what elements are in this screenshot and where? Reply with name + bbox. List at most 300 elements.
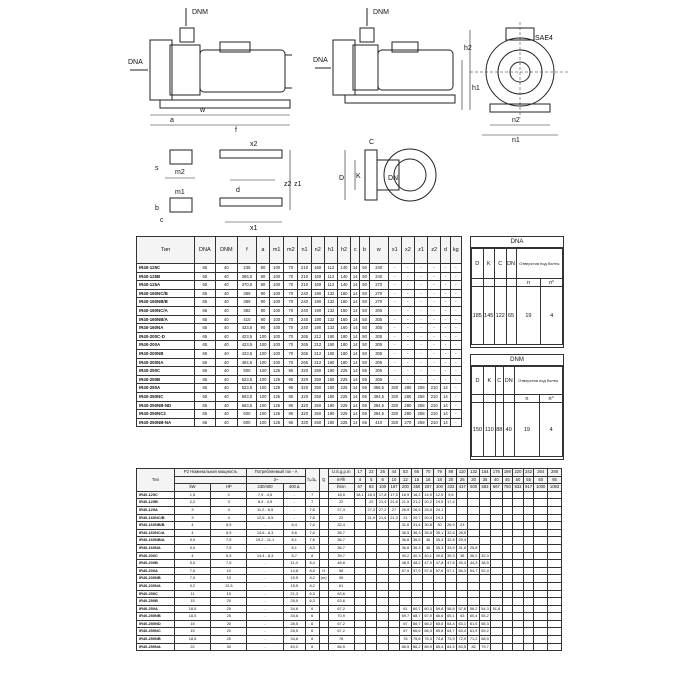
- perf-value-cell: 9,2: [174, 582, 210, 590]
- dim-value-cell: 125: [270, 401, 284, 410]
- head-value-cell: [491, 613, 502, 621]
- table-row: [137, 499, 562, 507]
- model-name-cell: IR40-125C: [137, 491, 175, 499]
- dim-value-cell: 70: [284, 315, 298, 324]
- head-value-cell: [388, 590, 399, 598]
- perf-value-cell: -: [247, 544, 283, 552]
- dnm-col-d: D: [472, 367, 484, 395]
- dim-value-cell: -: [401, 315, 414, 324]
- head-value-cell: 65,6: [434, 620, 445, 628]
- blank-cell: [534, 620, 548, 628]
- head-value-cell: [513, 506, 524, 514]
- head-value-cell: [479, 514, 490, 522]
- dim-value-cell: -: [441, 264, 450, 273]
- head-value-cell: [400, 598, 411, 606]
- model-name-cell: IR40-250NB-ND: [137, 401, 195, 410]
- label-dna-2: DNA: [313, 57, 328, 64]
- head-value-cell: [377, 605, 388, 613]
- blank-cell: [534, 582, 548, 590]
- dim-value-cell: -: [450, 341, 461, 350]
- dim-value-cell: -: [414, 358, 427, 367]
- head-value-cell: 31,6: [400, 522, 411, 530]
- dim-value-cell: 320: [388, 392, 401, 401]
- head-value-cell: [513, 620, 524, 628]
- head-value-cell: 64,4: [445, 620, 456, 628]
- head-value-cell: 22: [366, 499, 377, 507]
- head-value-cell: 79,7: [479, 643, 490, 651]
- perf-col-v230: 230/400: [247, 484, 283, 492]
- blank-cell: [534, 506, 548, 514]
- dim-value-cell: 100: [256, 401, 269, 410]
- dnm-val-deg: 4: [540, 403, 563, 457]
- perf-value-cell: 19,2 - 11,1: [247, 537, 283, 545]
- dim-value-cell: 180: [337, 349, 350, 358]
- dim-value-cell: 65: [194, 281, 215, 290]
- q-value-cell: 12: [400, 476, 411, 484]
- head-value-cell: [502, 613, 513, 621]
- label-n2: n2: [512, 117, 520, 124]
- dim-value-cell: 70: [284, 332, 298, 341]
- dim-value-cell: -: [428, 289, 441, 298]
- head-value-cell: 40,3: [411, 552, 422, 560]
- blank-cell: [523, 598, 534, 606]
- head-value-cell: [400, 590, 411, 598]
- dim-value-cell: 394,5: [369, 392, 388, 401]
- dim-value-cell: -: [414, 264, 427, 273]
- dim-value-cell: 95: [284, 384, 298, 393]
- head-value-cell: [354, 590, 365, 598]
- perf-value-cell: 20: [211, 628, 247, 636]
- dnm-flange-table: [470, 354, 564, 460]
- head-value-cell: 60,7: [411, 605, 422, 613]
- label-dnm-2: DNM: [373, 9, 389, 16]
- perf-header-row: [137, 476, 562, 484]
- dnm-sub-n: n: [514, 395, 540, 403]
- dim-value-cell: 160: [337, 324, 350, 333]
- perf-value-cell: 6: [305, 620, 319, 628]
- dim-value-cell: -: [450, 306, 461, 315]
- blank-cell: [523, 620, 534, 628]
- head-value-cell: 19,5: [434, 499, 445, 507]
- perf-value-cell: 34,6: [283, 636, 305, 644]
- dim-value-cell: 50: [360, 349, 369, 358]
- head-value-cell: [491, 598, 502, 606]
- dim-value-cell: -: [414, 272, 427, 281]
- h-axis-cell: [319, 643, 328, 651]
- dim-value-cell: 160: [337, 306, 350, 315]
- model-name-cell: IR40-200NA: [137, 358, 195, 367]
- perf-value-cell: 20: [211, 598, 247, 606]
- dim-value-cell: 100: [270, 358, 284, 367]
- q-value-cell: 67: [354, 484, 365, 492]
- h-axis-cell: [319, 605, 328, 613]
- dim-value-cell: 90: [256, 289, 269, 298]
- q-value-cell: 44: [388, 469, 399, 477]
- dim-value-cell: 305: [369, 315, 388, 324]
- dim-value-cell: -: [450, 367, 461, 376]
- q-value-cell: 264: [534, 469, 548, 477]
- h-axis-cell: H: [319, 567, 328, 575]
- dim-value-cell: 65: [360, 410, 369, 419]
- label-h2: h2: [464, 45, 472, 52]
- perf-col-kw: kW: [174, 484, 210, 492]
- head-value-cell: [468, 582, 479, 590]
- dim-value-cell: 95: [284, 375, 298, 384]
- head-value-cell: 57,9: [400, 567, 411, 575]
- blank-cell: [548, 552, 562, 560]
- q-value-cell: 25: [457, 476, 468, 484]
- dim-value-cell: -: [414, 367, 427, 376]
- head-value-cell: [457, 590, 468, 598]
- head-value-cell: 36,3: [411, 529, 422, 537]
- perf-value-cell: 8,2: [305, 575, 319, 583]
- dim-value-cell: -: [388, 281, 401, 290]
- dim-value-cell: 95: [284, 418, 298, 427]
- perf-value-cell: 15: [211, 590, 247, 598]
- perf-value-cell: 6: [305, 605, 319, 613]
- table-row: [137, 281, 462, 290]
- dim-value-cell: 40: [215, 418, 237, 427]
- dim-value-cell: 50: [360, 289, 369, 298]
- dim-value-cell: 210: [298, 264, 311, 273]
- performance-table: [136, 468, 562, 651]
- dim-header-cell: h2: [337, 237, 350, 264]
- q-value-cell: 35: [479, 476, 490, 484]
- head-value-cell: 17,5: [388, 491, 399, 499]
- q-value-cell: 30: [468, 476, 479, 484]
- head-value-cell: [445, 514, 456, 522]
- head-value-cell: 30: [434, 522, 445, 530]
- dim-value-cell: 190: [311, 298, 324, 307]
- h-axis-cell: [319, 613, 328, 621]
- blank-cell: [523, 575, 534, 583]
- table-row: [137, 522, 562, 530]
- q-value-cell: 154: [479, 469, 490, 477]
- head-value-cell: [354, 582, 365, 590]
- blank-cell: [523, 643, 534, 651]
- head-value-cell: 54,3: [479, 605, 490, 613]
- blank-cell: [534, 636, 548, 644]
- head-value-cell: [491, 499, 502, 507]
- dim-value-cell: -: [450, 332, 461, 341]
- model-name-cell: IR40-200NA: [137, 582, 175, 590]
- perf-value-cell: 34,6: [283, 605, 305, 613]
- perf-value-cell: 1,5: [174, 491, 210, 499]
- dim-value-cell: 100: [270, 324, 284, 333]
- head-value-cell: 65,8: [434, 628, 445, 636]
- dim-value-cell: 65: [194, 306, 215, 315]
- head-value-cell: [513, 628, 524, 636]
- dim-value-cell: -: [450, 418, 461, 427]
- dim-value-cell: 14: [351, 289, 360, 298]
- perf-value-cell: 18,5: [174, 613, 210, 621]
- dim-value-cell: 65: [194, 358, 215, 367]
- label-m1: m1: [175, 189, 185, 196]
- head-value-cell: [366, 613, 377, 621]
- dim-value-cell: 14: [351, 418, 360, 427]
- head-value-cell: [377, 522, 388, 530]
- head-value-cell: [513, 582, 524, 590]
- head-value-cell: [513, 598, 524, 606]
- head-value-cell: 36,2: [468, 552, 479, 560]
- dim-value-cell: -: [441, 367, 450, 376]
- dim-value-cell: 14: [351, 298, 360, 307]
- label-z2: z2: [284, 181, 292, 188]
- q-value-cell: 100: [377, 484, 388, 492]
- head-value-cell: 61,5: [468, 620, 479, 628]
- blank-cell: [548, 636, 562, 644]
- dim-value-cell: 65: [194, 272, 215, 281]
- dim-value-cell: -: [401, 281, 414, 290]
- head-value-cell: [445, 598, 456, 606]
- dim-value-cell: 70: [284, 341, 298, 350]
- label-k: K: [356, 173, 361, 180]
- model-name-cell: IR40-125B: [137, 499, 175, 507]
- head-value-cell: 26,9: [400, 506, 411, 514]
- dim-value-cell: 65: [194, 401, 215, 410]
- dim-value-cell: 210: [298, 281, 311, 290]
- dim-value-cell: 270: [369, 281, 388, 290]
- dim-value-cell: 394,5: [369, 410, 388, 419]
- q-value-cell: 65: [548, 476, 562, 484]
- dim-value-cell: 265: [298, 349, 311, 358]
- head-value-cell: 83,5: [457, 643, 468, 651]
- blank-cell: [534, 598, 548, 606]
- head-value-cell: 56,2: [468, 605, 479, 613]
- q-value-cell: 242: [523, 469, 534, 477]
- head-value-cell: [479, 506, 490, 514]
- head-value-cell: 63: [457, 613, 468, 621]
- head-value-cell: [377, 582, 388, 590]
- dim-value-cell: 180: [324, 410, 337, 419]
- head-value-cell: [366, 552, 377, 560]
- model-name-cell: IR40-200C: [137, 552, 175, 560]
- head-value-cell: [411, 590, 422, 598]
- q-value-cell: 750: [502, 484, 513, 492]
- dim-value-cell: 423,5: [237, 349, 256, 358]
- head-value-cell: [457, 514, 468, 522]
- dnm-val-n: 19: [514, 403, 540, 457]
- dim-value-cell: 240: [369, 272, 388, 281]
- dim-value-cell: 140: [337, 272, 350, 281]
- h-axis-cell: [319, 636, 328, 644]
- head-value-cell: [377, 537, 388, 545]
- label-cc: C: [369, 139, 375, 146]
- dimension-table-header: [137, 237, 462, 264]
- dim-value-cell: 270: [369, 298, 388, 307]
- dim-value-cell: 65: [360, 375, 369, 384]
- perf-value-cell: 12,9 - 6,5: [247, 514, 283, 522]
- perf-value-cell: 10: [211, 567, 247, 575]
- blank-cell: [548, 598, 562, 606]
- dim-value-cell: -: [441, 298, 450, 307]
- head-value-cell: 40,2: [400, 552, 411, 560]
- perf-value-cell: 7,5: [211, 537, 247, 545]
- dim-value-cell: 70: [284, 306, 298, 315]
- model-name-cell: IR40-125A: [137, 506, 175, 514]
- head-value-cell: [491, 575, 502, 583]
- head-value-cell: 67,9: [422, 613, 433, 621]
- head-value-cell: [491, 636, 502, 644]
- head-value-cell: 21,9: [366, 514, 377, 522]
- head-value-cell: [388, 575, 399, 583]
- head-value-cell: 32,6: [445, 529, 456, 537]
- table-row: [137, 636, 562, 644]
- dim-value-cell: 320: [298, 410, 311, 419]
- dim-value-cell: -: [450, 315, 461, 324]
- dim-value-cell: -: [414, 375, 427, 384]
- dim-value-cell: 70: [284, 349, 298, 358]
- head-value-cell: 33,9: [445, 544, 456, 552]
- table-row: [137, 514, 562, 522]
- dim-value-cell: 212: [311, 358, 324, 367]
- dim-value-cell: 40: [215, 324, 237, 333]
- head-value-cell: [479, 575, 490, 583]
- dim-value-cell: 70: [284, 272, 298, 281]
- blank-cell: [523, 537, 534, 545]
- blank-cell: [548, 499, 562, 507]
- dim-value-cell: -: [428, 264, 441, 273]
- head-value-cell: 18,5: [328, 491, 354, 499]
- table-row: [137, 643, 562, 651]
- perf-value-cell: 3: [211, 499, 247, 507]
- q-value-cell: 1083: [548, 484, 562, 492]
- head-value-cell: 58: [328, 567, 354, 575]
- dim-value-cell: 280: [401, 410, 414, 419]
- head-value-cell: 47,9: [422, 560, 433, 568]
- dim-value-cell: -: [450, 272, 461, 281]
- dim-value-cell: 225: [337, 392, 350, 401]
- head-value-cell: 57,8: [422, 567, 433, 575]
- blank-cell: [548, 514, 562, 522]
- dim-value-cell: -: [441, 289, 450, 298]
- dim-value-cell: 320: [388, 418, 401, 427]
- dim-value-cell: 180: [337, 332, 350, 341]
- head-value-cell: [400, 582, 411, 590]
- dim-value-cell: -: [401, 358, 414, 367]
- dim-value-cell: 250: [311, 401, 324, 410]
- head-value-cell: [377, 598, 388, 606]
- blank-cell: [534, 613, 548, 621]
- head-value-cell: 39,3: [445, 552, 456, 560]
- dim-value-cell: 160: [324, 358, 337, 367]
- dna-val-c: 122: [495, 287, 507, 345]
- dim-value-cell: 212: [311, 332, 324, 341]
- table-row: [137, 575, 562, 583]
- dim-value-cell: 40: [215, 281, 237, 290]
- perf-value-cell: 8,2: [305, 582, 319, 590]
- head-value-cell: 9,6: [445, 491, 456, 499]
- head-value-cell: [445, 575, 456, 583]
- head-value-cell: [434, 598, 445, 606]
- dim-value-cell: 65: [194, 349, 215, 358]
- dim-value-cell: 40: [215, 392, 237, 401]
- model-name-cell: IR40-125A: [137, 281, 195, 290]
- table-row: [137, 560, 562, 568]
- model-name-cell: IR40-160NC/A: [137, 306, 195, 315]
- head-value-cell: 74,8: [434, 636, 445, 644]
- head-value-cell: [502, 636, 513, 644]
- head-value-cell: 63,6: [328, 598, 354, 606]
- dnm-sub-deg: n°: [540, 395, 563, 403]
- head-value-cell: [502, 529, 513, 537]
- perf-value-cell: -: [247, 575, 283, 583]
- head-value-cell: [366, 628, 377, 636]
- head-value-cell: 57,9: [411, 567, 422, 575]
- head-value-cell: 14,9: [422, 491, 433, 499]
- head-value-cell: [502, 560, 513, 568]
- dim-value-cell: -: [441, 315, 450, 324]
- dnm-col-dn: DN: [503, 367, 514, 395]
- label-dnm-1: DNM: [192, 9, 208, 16]
- dim-value-cell: -: [428, 341, 441, 350]
- head-value-cell: [513, 544, 524, 552]
- head-value-cell: 67,2: [328, 620, 354, 628]
- head-value-cell: [479, 522, 490, 530]
- dim-value-cell: -: [441, 349, 450, 358]
- dna-table-title: DNA: [471, 237, 563, 248]
- blank-cell: [548, 522, 562, 530]
- dim-value-cell: 100: [270, 349, 284, 358]
- dim-value-cell: 70: [284, 358, 298, 367]
- head-value-cell: 32,8: [445, 537, 456, 545]
- head-value-cell: [388, 620, 399, 628]
- model-name-cell: IR40-125C: [137, 264, 195, 273]
- model-name-cell: IR40-250C: [137, 367, 195, 376]
- head-value-cell: [354, 575, 365, 583]
- q-value-cell: 79: [434, 469, 445, 477]
- blank-cell: [548, 567, 562, 575]
- perf-value-cell: 4: [174, 529, 210, 537]
- head-value-cell: [354, 506, 365, 514]
- dim-value-cell: -: [401, 306, 414, 315]
- dna-sub-n: n: [516, 279, 541, 287]
- head-value-cell: [411, 575, 422, 583]
- dim-value-cell: 382: [237, 306, 256, 315]
- head-value-cell: [468, 514, 479, 522]
- q-value-cell: 50: [513, 476, 524, 484]
- head-value-cell: 66,7: [411, 620, 422, 628]
- dnm-val-d: 150: [472, 403, 484, 457]
- dim-value-cell: -: [441, 358, 450, 367]
- blank-cell: [548, 537, 562, 545]
- dim-value-cell: -: [428, 375, 441, 384]
- head-value-cell: [434, 575, 445, 583]
- perf-value-cell: -: [283, 514, 305, 522]
- head-value-cell: [502, 552, 513, 560]
- dim-value-cell: -: [388, 306, 401, 315]
- head-value-cell: [422, 598, 433, 606]
- head-value-cell: [388, 643, 399, 651]
- blank-cell: [548, 590, 562, 598]
- dim-value-cell: 14: [351, 358, 360, 367]
- head-value-cell: [491, 620, 502, 628]
- head-value-cell: 85,9: [422, 643, 433, 651]
- dim-value-cell: 112: [324, 264, 337, 273]
- dim-value-cell: -: [450, 401, 461, 410]
- dna-col-k: K: [483, 249, 495, 279]
- table-row: [137, 375, 462, 384]
- blank-cell: [534, 499, 548, 507]
- dim-value-cell: -: [450, 324, 461, 333]
- dim-value-cell: 125: [270, 384, 284, 393]
- head-value-cell: [468, 537, 479, 545]
- dim-header-cell: x2: [401, 237, 414, 264]
- dim-value-cell: 14: [441, 410, 450, 419]
- head-value-cell: 20,2: [422, 499, 433, 507]
- perf-value-cell: 3: [174, 514, 210, 522]
- h-axis-cell: [319, 537, 328, 545]
